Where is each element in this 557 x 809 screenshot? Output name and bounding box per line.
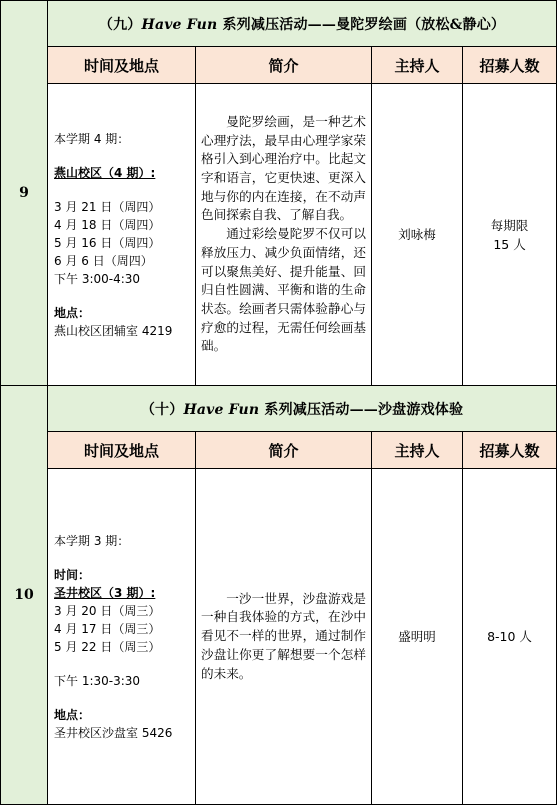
- intro-paragraph: 通过彩绘曼陀罗不仅可以释放压力、减少负面情绪，还可以聚焦美好、提升能量、回归自性圆满、平衡和谐的生命状态。绘画者只需体验静心与疗愈的过程，无需任何绘画基础。: [201, 226, 366, 354]
- campus-label: 圣井校区（3 期）:: [54, 585, 156, 600]
- time-line: 下午 3:00-4:30: [54, 271, 141, 286]
- term-line: 本学期 4 期：: [54, 131, 130, 146]
- date-line: 3 月 20 日（周三）: [54, 603, 161, 618]
- title-english: Have Fun: [141, 16, 218, 33]
- host-name: 刘咏梅: [372, 84, 463, 386]
- host-name: 盛明明: [372, 469, 463, 805]
- place-label: 地点：: [54, 707, 91, 722]
- intro-cell: [196, 469, 372, 805]
- date-line: 4 月 17 日（周三）: [54, 621, 161, 636]
- header-time-place: 时间及地点: [48, 432, 196, 469]
- time-line: 下午 1:30-3:30: [54, 673, 141, 688]
- schedule-cell: [48, 84, 196, 386]
- title-prefix: （十）: [140, 401, 184, 418]
- place-value: 燕山校区团辅室 4219: [54, 323, 173, 338]
- header-host: 主持人: [372, 47, 463, 84]
- header-intro: 简介: [196, 47, 372, 84]
- intro-paragraph: 曼陀罗绘画，是一种艺术心理疗法，最早由心理学家荣格引入到心理治疗中。比起文字和语言，它更快速、更深入地与你的内在连接，在不动声色间探索自我、了解自我。: [201, 113, 366, 223]
- campus-label: 燕山校区（4 期）:: [54, 165, 156, 180]
- date-line: 3 月 21 日（周四）: [54, 199, 161, 214]
- recruit-cell: [463, 84, 557, 386]
- recruit-line: 15 人: [493, 236, 526, 252]
- date-line: 5 月 16 日（周四）: [54, 235, 161, 250]
- header-time-place: 时间及地点: [48, 47, 196, 84]
- title-prefix: （九）: [98, 16, 142, 33]
- title-english: Have Fun: [183, 401, 260, 418]
- section-title: [48, 386, 557, 432]
- header-intro: 简介: [196, 432, 372, 469]
- intro-paragraph: 一沙一世界，沙盘游戏是一种自我体验的方式，在沙中看见不一样的世界，通过制作沙盘让你更了解想要一个怎样的未来。: [201, 590, 366, 681]
- date-line: 4 月 18 日（周四）: [54, 217, 161, 232]
- term-line: 本学期 3 期：: [54, 533, 130, 548]
- intro-cell: [196, 84, 372, 386]
- date-line: 6 月 6 日（周四）: [54, 253, 153, 268]
- header-recruit: 招募人数: [463, 47, 557, 84]
- recruit-cell: [463, 469, 557, 805]
- schedule-cell: [48, 469, 196, 805]
- header-host: 主持人: [372, 432, 463, 469]
- recruit-line: 8-10 人: [487, 629, 532, 644]
- section-title: [48, 1, 557, 47]
- place-value: 圣井校区沙盘室 5426: [54, 725, 173, 740]
- section-number: 10: [1, 386, 48, 805]
- section-number: 9: [1, 1, 48, 386]
- place-label: 地点：: [54, 305, 91, 320]
- time-label: 时间：: [54, 567, 91, 582]
- title-suffix: 系列减压活动——沙盘游戏体验: [259, 401, 464, 418]
- header-recruit: 招募人数: [463, 432, 557, 469]
- date-line: 5 月 22 日（周三）: [54, 639, 161, 654]
- title-suffix: 系列减压活动——曼陀罗绘画（放松&静心）: [217, 16, 506, 33]
- recruit-line: 每期限: [490, 217, 529, 233]
